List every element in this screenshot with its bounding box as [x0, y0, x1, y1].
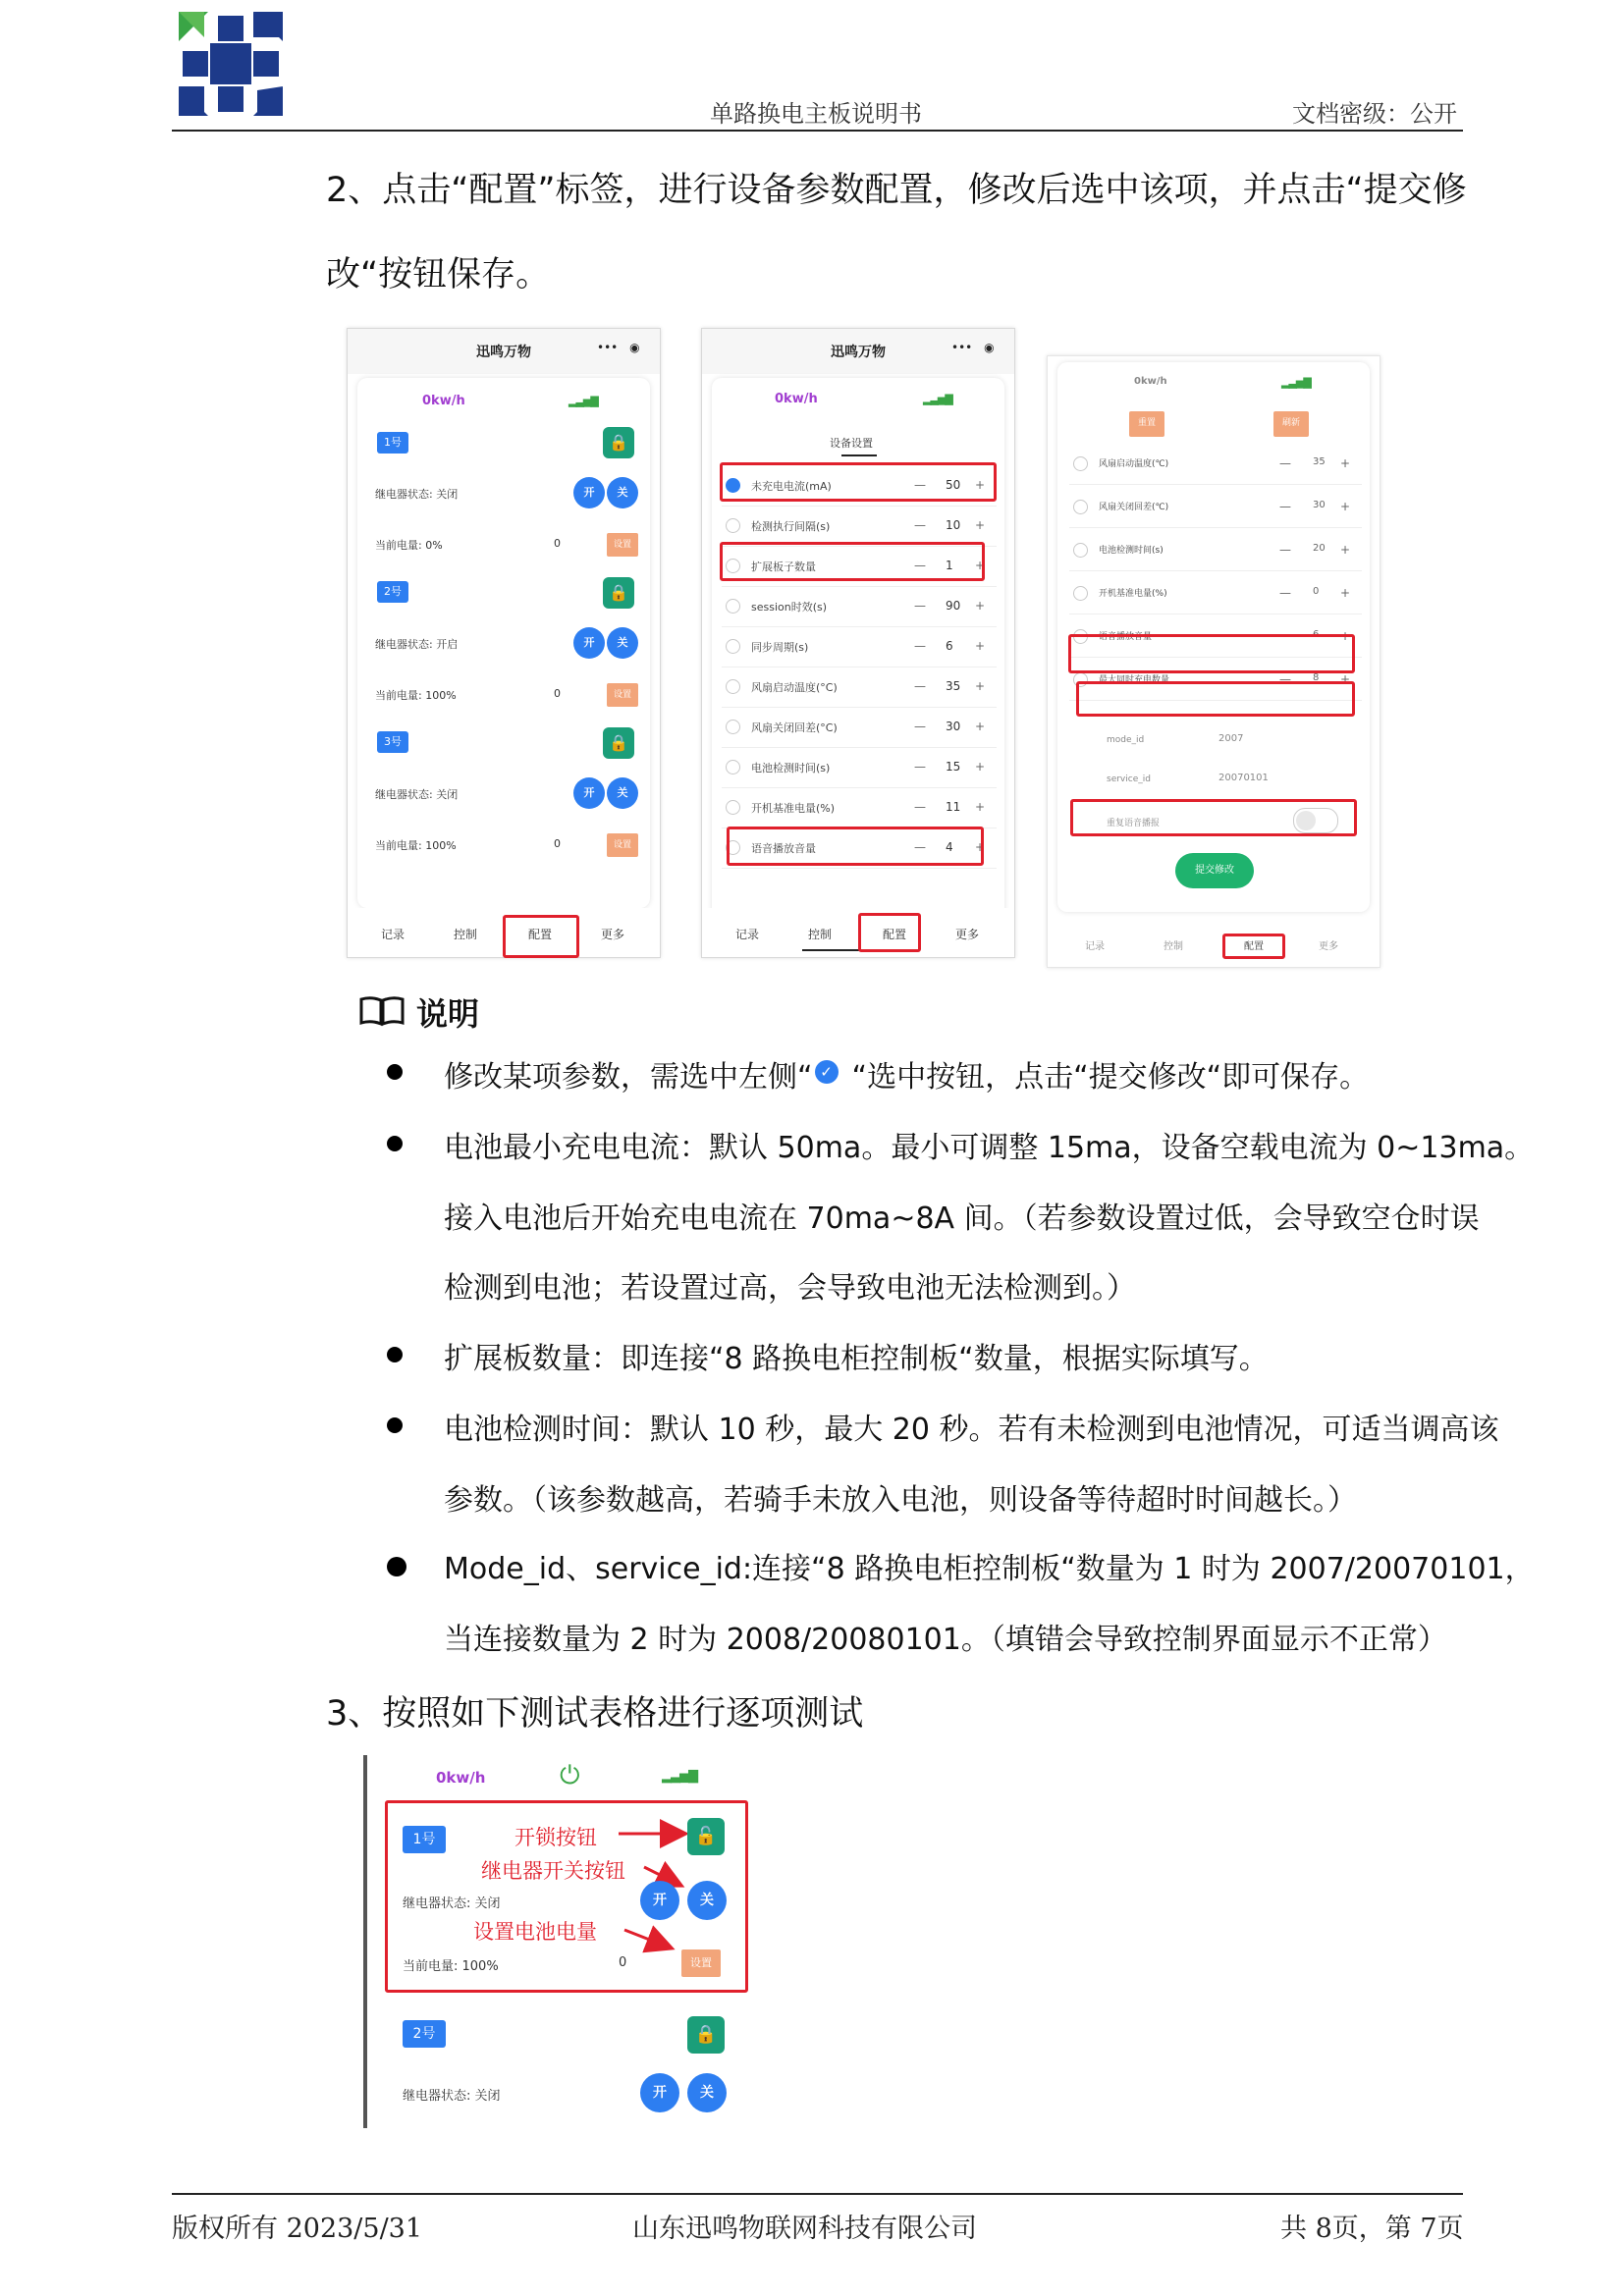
mode-id-input[interactable]: 2007 — [1218, 733, 1244, 744]
setting-label: 电池检测时间(s) — [751, 762, 831, 774]
more-dots-icon: ••• — [597, 341, 619, 354]
note-b2-line2: 接入电池后开始充电电流在 70ma~8A 间。（若参数设置过低，会导致空仓时误 — [444, 1201, 1480, 1236]
bullet — [387, 1557, 406, 1576]
tab-config[interactable]: 配置 — [1244, 941, 1264, 952]
minus-icon[interactable]: — — [914, 518, 926, 532]
tab-control[interactable]: 控制 — [808, 928, 833, 941]
setting-label: 风扇启动温度(°C) — [751, 681, 838, 694]
tab-control[interactable]: 控制 — [454, 928, 478, 941]
step3-heading: 3、按照如下测试表格进行逐项测试 — [326, 1694, 864, 1734]
setting-row[interactable] — [1069, 574, 1362, 614]
highlight-voice-repeat — [1070, 799, 1357, 836]
note-b1-part2: “选中按钮，点击“提交修改“即可保存。 — [851, 1060, 1370, 1095]
setting-label: session时效(s) — [751, 601, 828, 614]
power-input[interactable]: 0 — [554, 837, 561, 850]
relay-on-button[interactable]: 开 — [573, 777, 605, 809]
security-level: 文档密级：公开 — [1292, 100, 1457, 128]
highlight-max-charge — [1076, 681, 1355, 717]
plus-icon[interactable]: + — [1340, 672, 1351, 686]
page-number: 共 8页，第 7页 — [1280, 2214, 1464, 2244]
current-power: 当前电量: 100% — [375, 689, 457, 702]
slot-tag: 1号 — [377, 432, 408, 454]
minus-icon[interactable]: — — [914, 840, 926, 854]
voice-repeat-label: 重复语音播报 — [1107, 819, 1161, 828]
minus-icon[interactable]: — — [1279, 500, 1291, 513]
plus-icon[interactable]: + — [975, 720, 986, 733]
minus-icon[interactable]: — — [914, 679, 926, 693]
note-title: 说明 — [416, 995, 480, 1033]
setting-row[interactable] — [722, 708, 997, 748]
header-rule — [172, 130, 1463, 132]
bullet — [387, 1347, 403, 1362]
setting-value[interactable]: 50 — [946, 478, 961, 492]
setting-value[interactable]: 8 — [1313, 672, 1320, 683]
setting-row[interactable] — [722, 748, 997, 788]
relay-on-button[interactable]: 开 — [573, 477, 605, 508]
minus-icon[interactable]: — — [914, 639, 926, 653]
note-b2-line3: 检测到电池；若设置过高，会导致电池无法检测到。） — [444, 1271, 1136, 1306]
setting-value[interactable]: 6 — [1313, 629, 1320, 640]
select-radio[interactable] — [1073, 543, 1088, 558]
plus-icon[interactable]: + — [1340, 543, 1351, 557]
minus-icon[interactable]: — — [1279, 629, 1291, 643]
plus-icon[interactable]: + — [975, 599, 986, 613]
select-radio[interactable] — [726, 639, 740, 654]
miniapp-capsule — [951, 341, 1001, 360]
setting-value[interactable]: 30 — [1313, 500, 1326, 510]
current-power: 当前电量: 100% — [403, 1959, 499, 1974]
setting-label: 最大同时充电数量 — [1099, 675, 1170, 685]
plus-icon[interactable]: + — [1340, 456, 1351, 470]
note-b1 — [444, 1052, 1369, 1095]
slot-tag: 2号 — [377, 581, 408, 603]
minus-icon[interactable]: — — [914, 760, 926, 774]
highlight-expansion-count — [720, 542, 985, 581]
section-title: 设备设置 — [830, 437, 873, 450]
power-input[interactable]: 0 — [554, 687, 561, 700]
intro-line-2: 改“按钮保存。 — [326, 255, 551, 294]
service-id-label: service_id — [1107, 774, 1151, 784]
current-power: 当前电量: 0% — [375, 539, 443, 552]
signal-icon: ▂▃▅▇ — [568, 395, 598, 407]
power-icon: ⏻ — [560, 1761, 580, 1790]
setting-label: 未充电电流(mA) — [751, 480, 832, 493]
select-radio[interactable] — [1073, 456, 1088, 471]
close-target-icon: ◉ — [629, 341, 640, 354]
highlight-voice-volume — [727, 827, 984, 866]
note-b3: 扩展板数量：即连接“8 路换电柜控制板“数量，根据实际填写。 — [444, 1342, 1269, 1376]
close-target-icon: ◉ — [984, 341, 995, 354]
relay-off-button[interactable]: 关 — [687, 2073, 727, 2112]
energy-reading: 0kw/h — [422, 394, 465, 408]
checked-radio-icon: ✓ — [815, 1060, 839, 1084]
setting-label: 扩展板子数量 — [751, 561, 816, 573]
miniapp-capsule — [597, 341, 646, 360]
setting-label: 同步周期(s) — [751, 641, 809, 654]
plus-icon[interactable]: + — [1340, 629, 1351, 643]
select-radio[interactable] — [726, 720, 740, 734]
relay-status: 继电器状态: 关闭 — [403, 2089, 501, 2104]
intro-line-1: 2、点击“配置”标签，进行设备参数配置，修改后选中该项，并点击“提交修 — [326, 171, 1467, 210]
highlight-config-tab — [1222, 934, 1285, 959]
slot-tag: 1号 — [403, 1826, 446, 1853]
current-power: 当前电量: 100% — [375, 839, 457, 852]
tab-more[interactable]: 更多 — [1319, 941, 1338, 952]
minus-icon[interactable]: — — [1279, 586, 1291, 600]
relay-off-button[interactable]: 关 — [607, 477, 638, 508]
setting-value[interactable]: 6 — [946, 639, 953, 653]
setting-row[interactable] — [722, 507, 997, 547]
setting-value[interactable]: 0 — [1313, 586, 1320, 597]
setting-label: 开机基准电量(%) — [1099, 589, 1167, 599]
footer-rule — [172, 2193, 1463, 2195]
tab-record[interactable]: 记录 — [735, 928, 760, 941]
lock-icon[interactable]: 🔒 — [603, 727, 634, 759]
minus-icon[interactable]: — — [914, 720, 926, 733]
select-radio[interactable] — [726, 800, 740, 815]
note-b1-part1: 修改某项参数，需选中左侧“ — [444, 1060, 813, 1095]
slot-tag: 3号 — [377, 731, 408, 753]
setting-label: 风扇关闭回差(°C) — [751, 721, 838, 734]
unlock-icon[interactable]: 🔓 — [687, 1818, 725, 1855]
setting-label: 电池检测时间(s) — [1099, 546, 1164, 556]
highlight-config-tab — [503, 915, 579, 958]
minus-icon[interactable]: — — [914, 800, 926, 814]
setting-label: 语音播放音量 — [751, 842, 816, 855]
lock-icon[interactable]: 🔒 — [687, 2016, 725, 2054]
tab-record[interactable]: 记录 — [1085, 941, 1105, 952]
submit-button[interactable]: 提交修改 — [1175, 853, 1254, 888]
plus-icon[interactable]: + — [975, 679, 986, 693]
set-power-button[interactable]: 设置 — [607, 533, 638, 557]
setting-value[interactable]: 35 — [1313, 456, 1326, 467]
signal-icon: ▂▃▅▇ — [1281, 376, 1311, 389]
note-b2-line1: 电池最小充电电流：默认 50ma。最小可调整 15ma，设备空载电流为 0~13ma。 — [444, 1131, 1535, 1165]
annotation-relay: 继电器开关按钮 — [481, 1859, 625, 1883]
lock-icon[interactable]: 🔒 — [603, 427, 634, 458]
setting-label: 风扇关闭回差(℃) — [1099, 503, 1169, 512]
select-radio[interactable] — [1073, 500, 1088, 514]
note-b4-line2: 参数。（该参数越高，若骑手未放入电池，则设备等待超时时间越长。） — [444, 1483, 1357, 1518]
minus-icon[interactable]: — — [914, 478, 926, 492]
plus-icon[interactable]: + — [1340, 500, 1351, 513]
setting-value[interactable]: 4 — [946, 840, 953, 854]
setting-row[interactable] — [722, 587, 997, 627]
setting-row[interactable] — [1069, 531, 1362, 571]
annotation-battery: 设置电池电量 — [473, 1920, 597, 1944]
tab-record[interactable]: 记录 — [381, 928, 406, 941]
relay-on-button[interactable]: 开 — [640, 2073, 679, 2112]
phone-screenshot-control — [347, 328, 661, 958]
plus-icon[interactable]: + — [975, 639, 986, 653]
setting-row[interactable] — [1069, 488, 1362, 528]
signal-icon: ▂▃▅▇ — [662, 1769, 697, 1784]
power-input[interactable]: 0 — [619, 1955, 627, 1970]
test-screenshot — [363, 1755, 750, 2128]
setting-label: 检测执行间隔(s) — [751, 520, 831, 533]
plus-icon[interactable]: + — [975, 478, 986, 492]
minus-icon[interactable]: — — [1279, 456, 1291, 470]
setting-value[interactable]: 20 — [1313, 543, 1326, 554]
plus-icon[interactable]: + — [975, 840, 986, 854]
bullet — [387, 1064, 403, 1080]
setting-value[interactable]: 30 — [946, 720, 961, 733]
setting-row[interactable] — [722, 667, 997, 708]
setting-label: 风扇启动温度(℃) — [1099, 459, 1169, 469]
setting-label: 开机基准电量(%) — [751, 802, 836, 815]
note-b4-line1: 电池检测时间：默认 10 秒，最大 20 秒。若有未检测到电池情况，可适当调高该 — [444, 1413, 1499, 1447]
plus-icon[interactable]: + — [1340, 586, 1351, 600]
select-radio[interactable] — [726, 760, 740, 774]
reset-button[interactable]: 重置 — [1129, 411, 1164, 437]
highlight-config-tab — [858, 913, 921, 952]
plus-icon[interactable]: + — [975, 760, 986, 774]
relay-status: 继电器状态: 关闭 — [375, 488, 459, 501]
minus-icon[interactable]: — — [1279, 672, 1291, 686]
energy-reading: 0kw/h — [1134, 376, 1167, 387]
doc-title: 单路换电主板说明书 — [710, 100, 922, 128]
setting-value[interactable]: 11 — [946, 800, 961, 814]
set-power-button[interactable]: 设置 — [681, 1949, 721, 1977]
slot-tag: 2号 — [403, 2020, 446, 2048]
plus-icon[interactable]: + — [975, 518, 986, 532]
device-card — [357, 378, 650, 908]
relay-off-button[interactable]: 关 — [607, 777, 638, 809]
relay-off-button[interactable]: 关 — [607, 627, 638, 659]
setting-value[interactable]: 90 — [946, 599, 961, 613]
book-icon — [359, 995, 405, 1027]
setting-value[interactable]: 10 — [946, 518, 961, 532]
copyright: 版权所有 2023/5/31 — [172, 2214, 423, 2244]
company-name: 山东迅鸣物联网科技有限公司 — [632, 2214, 977, 2244]
annotation-unlock: 开锁按钮 — [514, 1826, 597, 1849]
app-title: 迅鸣万物 — [476, 345, 531, 360]
relay-off-button[interactable]: 关 — [687, 1881, 727, 1920]
energy-reading: 0kw/h — [775, 392, 818, 406]
setting-label: 语音播放音量 — [1099, 632, 1153, 642]
highlight-voice-volume — [1068, 634, 1355, 673]
select-radio[interactable] — [1073, 586, 1088, 601]
select-radio[interactable] — [726, 518, 740, 533]
plus-icon[interactable]: + — [975, 800, 986, 814]
minus-icon[interactable]: — — [1279, 543, 1291, 557]
relay-on-button[interactable]: 开 — [573, 627, 605, 659]
tab-more[interactable]: 更多 — [955, 928, 980, 941]
setting-row[interactable] — [722, 788, 997, 828]
setting-value[interactable]: 1 — [946, 559, 953, 572]
tab-config[interactable]: 配置 — [883, 928, 907, 941]
minus-icon[interactable]: — — [914, 559, 926, 572]
tab-control[interactable]: 控制 — [1164, 941, 1183, 952]
bullet — [387, 1136, 403, 1151]
note-b5-line1: Mode_id、service_id:连接“8 路换电柜控制板“数量为 1 时为 2007/20070101， — [444, 1552, 1535, 1586]
bullet — [387, 1417, 403, 1433]
plus-icon[interactable]: + — [975, 559, 986, 572]
relay-on-button[interactable]: 开 — [640, 1881, 679, 1920]
minus-icon[interactable]: — — [914, 599, 926, 613]
setting-row[interactable] — [722, 627, 997, 667]
note-b5-line2: 当连接数量为 2 时为 2008/20080101。（填错会导致控制界面显示不正常） — [444, 1623, 1447, 1657]
select-radio[interactable] — [726, 599, 740, 614]
tab-bar — [1048, 928, 1380, 967]
lock-icon[interactable]: 🔒 — [603, 577, 634, 609]
set-power-button[interactable]: 设置 — [607, 683, 638, 707]
power-input[interactable]: 0 — [554, 537, 561, 550]
company-logo — [179, 12, 283, 116]
section-underline — [841, 454, 877, 456]
tab-more[interactable]: 更多 — [601, 928, 625, 941]
more-dots-icon: ••• — [951, 341, 973, 354]
mode-id-label: mode_id — [1107, 735, 1145, 745]
tab-config[interactable]: 配置 — [528, 928, 553, 941]
setting-value[interactable]: 15 — [946, 760, 961, 774]
setting-value[interactable]: 35 — [946, 679, 961, 693]
set-power-button[interactable]: 设置 — [607, 833, 638, 857]
relay-status: 继电器状态: 关闭 — [403, 1896, 501, 1911]
signal-icon: ▂▃▅▇ — [923, 393, 952, 405]
app-title: 迅鸣万物 — [831, 345, 886, 360]
setting-row[interactable] — [1069, 445, 1362, 485]
relay-status: 继电器状态: 开启 — [375, 638, 459, 651]
refresh-button[interactable]: 刷新 — [1273, 411, 1309, 437]
highlight-charge-current — [720, 462, 997, 502]
energy-reading: 0kw/h — [436, 1769, 486, 1787]
relay-status: 继电器状态: 关闭 — [375, 788, 459, 801]
select-radio[interactable] — [726, 679, 740, 694]
service-id-input[interactable]: 20070101 — [1218, 773, 1269, 783]
